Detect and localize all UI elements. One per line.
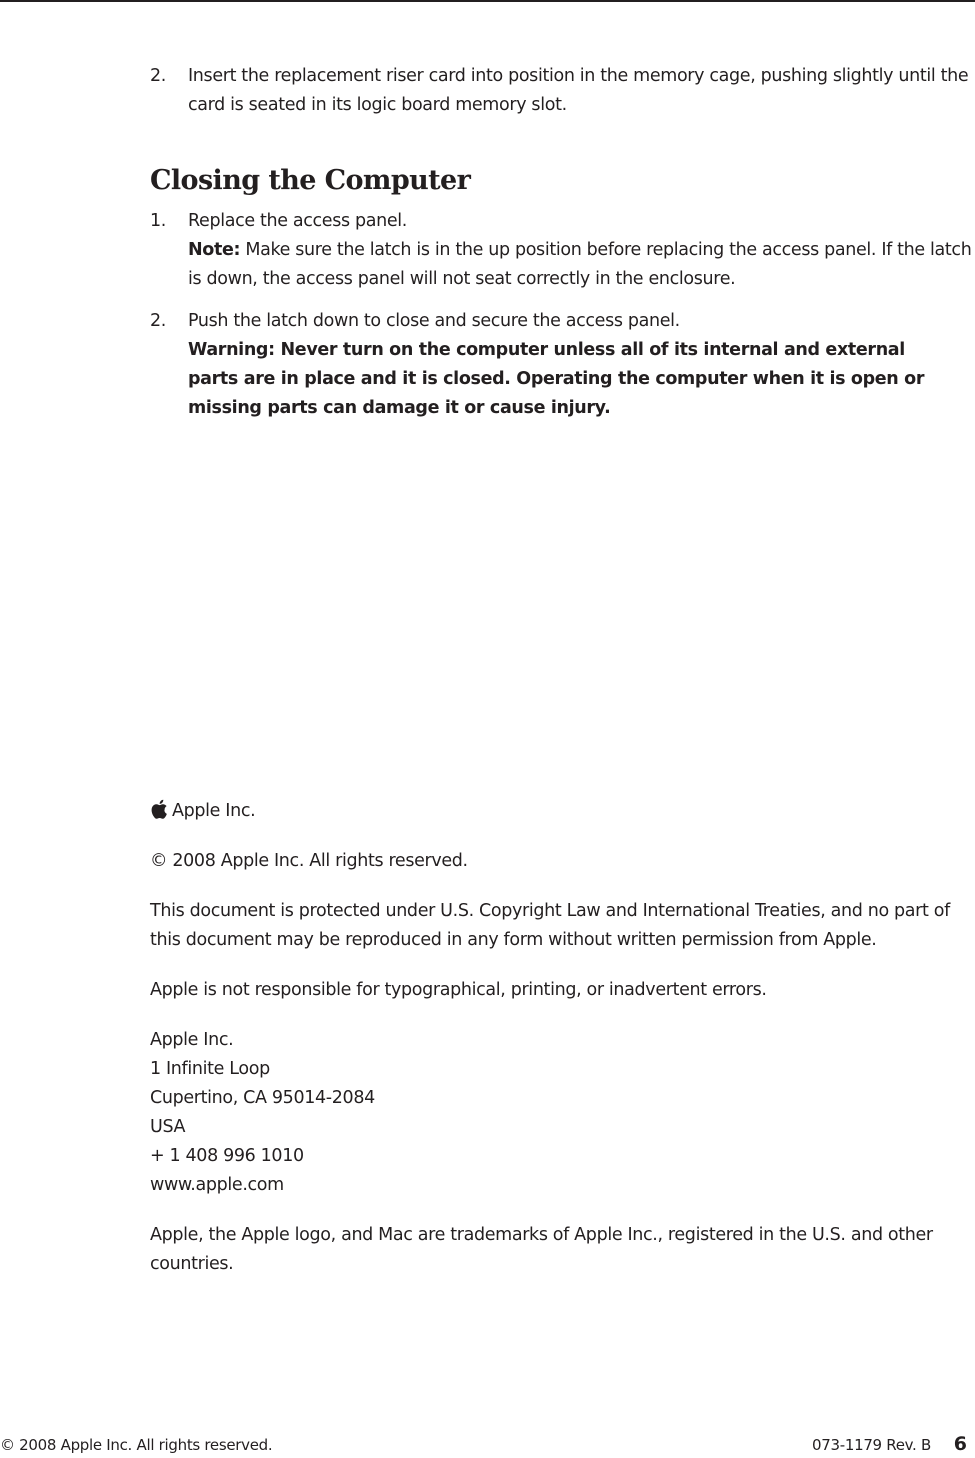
note-label: Note: bbox=[188, 240, 241, 260]
disclaimer: Apple is not responsible for typographical, printing, or inadvertent errors. bbox=[150, 980, 767, 1000]
legal-info bbox=[150, 797, 972, 1279]
footer-copyright: © 2008 Apple Inc. All rights reserved. bbox=[0, 1436, 273, 1454]
step-push-latch bbox=[150, 307, 972, 423]
note bbox=[188, 236, 972, 294]
step-number: 2. bbox=[150, 311, 166, 331]
step-text: Push the latch down to close and secure the access panel. bbox=[188, 311, 680, 331]
step-insert-riser-card bbox=[150, 62, 972, 120]
company-name: Apple Inc. bbox=[172, 801, 256, 821]
warning-text: Warning: Never turn on the computer unless all of its internal and external parts are in place and it is closed. Operating the computer when it is open or missing parts can damage it or cause injury. bbox=[188, 340, 925, 418]
company-line bbox=[150, 797, 972, 826]
footer-doc-number: 073-1179 Rev. B bbox=[811, 1436, 931, 1454]
trademark-notice: Apple, the Apple logo, and Mac are trademarks of Apple Inc., registered in the U.S. and other countries. bbox=[150, 1225, 933, 1274]
page-number: 6 bbox=[953, 1433, 967, 1455]
step-text: Replace the access panel. bbox=[188, 211, 407, 231]
step-replace-access-panel bbox=[150, 207, 972, 294]
section-title: Closing the Computer bbox=[150, 165, 471, 196]
address-name: Apple Inc. bbox=[150, 1030, 234, 1050]
address-web[interactable]: www.apple.com bbox=[150, 1175, 284, 1195]
note-text: Make sure the latch is in the up position before replacing the access panel. If the latch is down, the access panel will not seat correctly in the enclosure. bbox=[188, 240, 972, 289]
address-block bbox=[150, 1026, 972, 1200]
apple-logo-icon bbox=[150, 799, 168, 819]
address-country: USA bbox=[150, 1117, 186, 1137]
top-rule bbox=[0, 0, 975, 2]
address-phone: + 1 408 996 1010 bbox=[150, 1146, 304, 1166]
address-street: 1 Infinite Loop bbox=[150, 1059, 270, 1079]
page-content bbox=[150, 62, 972, 423]
step-number: 2. bbox=[150, 66, 166, 86]
address-city: Cupertino, CA 95014-2084 bbox=[150, 1088, 375, 1108]
protection-notice: This document is protected under U.S. Copyright Law and International Treaties, and no part of this document may be reproduced in any form without written permission from Apple. bbox=[150, 901, 950, 950]
step-text: Insert the replacement riser card into position in the memory cage, pushing slightly until the card is seated in its logic board memory slot. bbox=[188, 66, 969, 115]
copyright-line: © 2008 Apple Inc. All rights reserved. bbox=[150, 851, 468, 871]
step-number: 1. bbox=[150, 211, 166, 231]
